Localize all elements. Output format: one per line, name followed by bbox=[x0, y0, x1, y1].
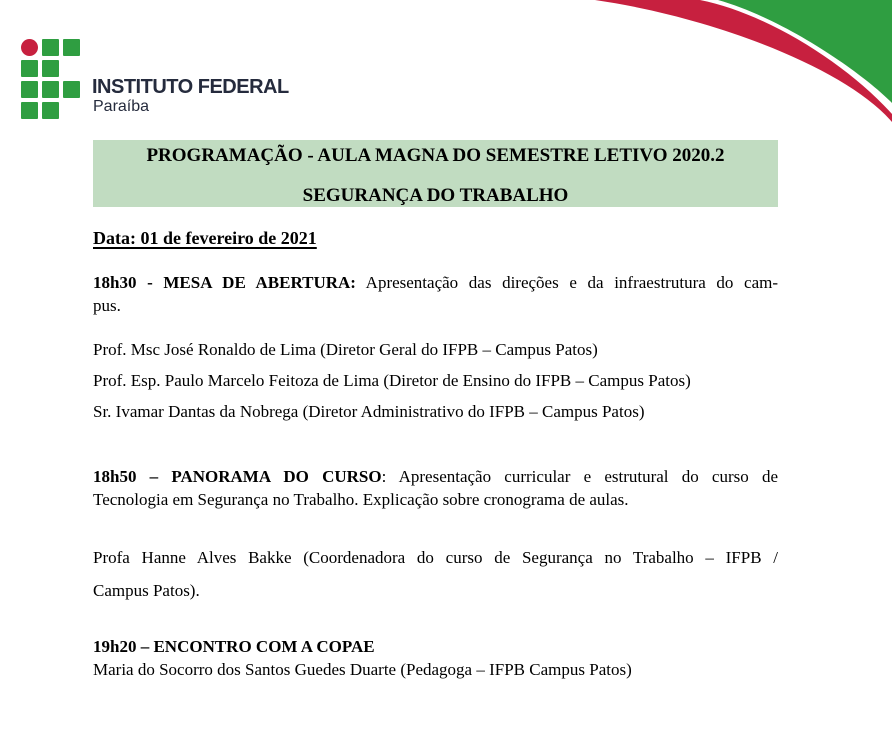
speaker-line: Prof. Msc José Ronaldo de Lima (Diretor Geral do IFPB – Campus Patos) bbox=[93, 340, 598, 359]
session-1830-paragraph bbox=[93, 271, 778, 317]
session-1830-desc-line2: pus. bbox=[93, 296, 121, 315]
session-1920-paragraph bbox=[93, 635, 778, 681]
program-title: PROGRAMAÇÃO - AULA MAGNA DO SEMESTRE LETIVO 2020.2 bbox=[146, 145, 725, 166]
speaker-line: Maria do Socorro dos Santos Guedes Duarte (Pedagoga – IFPB Campus Patos) bbox=[93, 660, 632, 679]
session-1850-paragraph bbox=[93, 465, 778, 511]
session-1920-heading: 19h20 – ENCONTRO COM A COPAE bbox=[93, 637, 375, 656]
speaker-line: Sr. Ivamar Dantas da Nobrega (Diretor Administrativo do IFPB – Campus Patos) bbox=[93, 402, 645, 421]
logo-institution-name: INSTITUTO FEDERAL bbox=[92, 76, 289, 98]
session-1850-speaker bbox=[93, 541, 778, 607]
logo-campus-name: Paraíba bbox=[93, 98, 150, 115]
speaker-line: Prof. Esp. Paulo Marcelo Feitoza de Lima (Diretor de Ensino do IFPB – Campus Patos) bbox=[93, 371, 691, 390]
session-1850-desc-line2: Tecnologia em Segurança no Trabalho. Explicação sobre cronograma de aulas. bbox=[93, 490, 629, 509]
speaker-line: Campus Patos). bbox=[93, 581, 200, 600]
session-1850-line1 bbox=[93, 465, 778, 488]
session-1850-heading: 18h50 – PANORAMA DO CURSO bbox=[93, 467, 382, 486]
program-subtitle: SEGURANÇA DO TRABALHO bbox=[302, 185, 569, 206]
session-1830-heading: 18h30 - MESA DE ABERTURA: bbox=[93, 273, 356, 292]
session-1850-desc-line1: : Apresentação curricular e estrutural do curso de bbox=[381, 467, 778, 486]
ifpb-logo-mark-icon bbox=[21, 39, 80, 119]
corner-swoosh-decoration bbox=[550, 0, 892, 130]
speaker-line: Profa Hanne Alves Bakke (Coordenadora do curso de Segurança no Trabalho – IFPB / bbox=[93, 548, 778, 567]
session-1830-line1 bbox=[93, 271, 778, 294]
session-1830-desc-line1: Apresentação das direções e da infraestrutura do cam- bbox=[355, 273, 779, 292]
program-title-banner bbox=[93, 140, 778, 207]
session-1830-speaker-list bbox=[93, 334, 778, 427]
date-heading: Data: 01 de fevereiro de 2021 bbox=[93, 228, 317, 248]
